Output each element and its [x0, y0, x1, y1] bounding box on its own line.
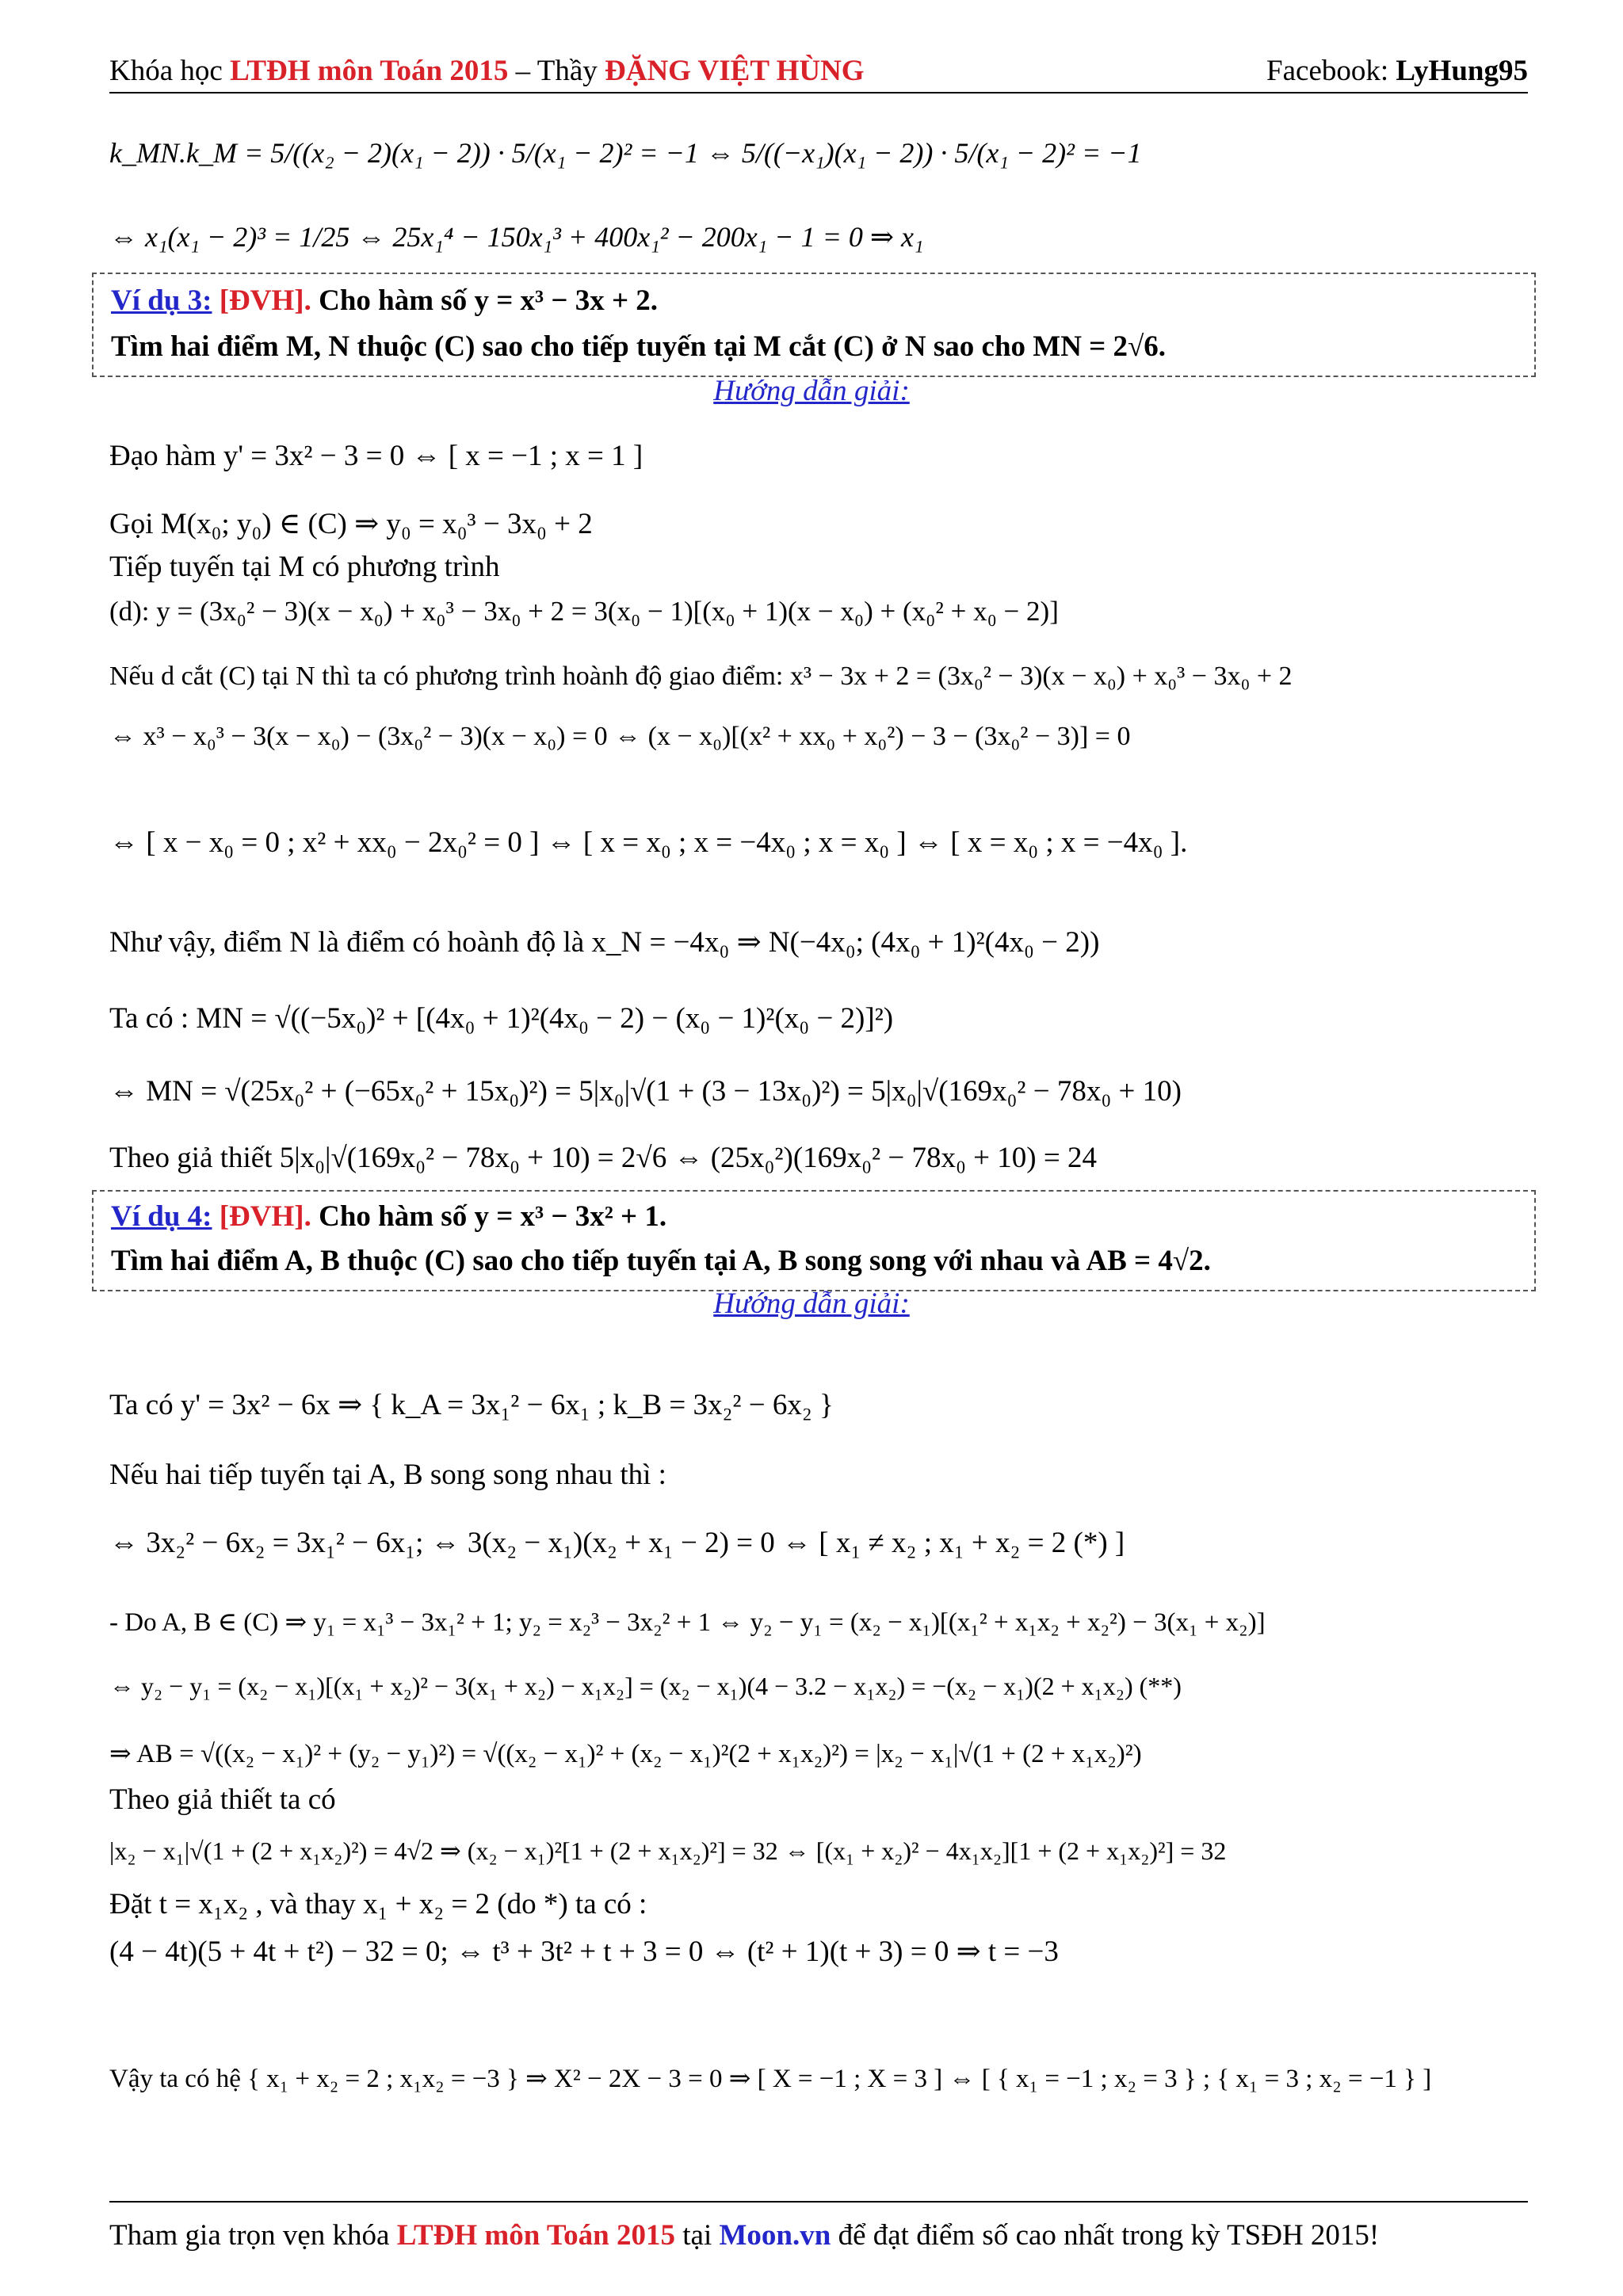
- header-facebook: [1266, 54, 1528, 88]
- page-footer: [109, 2218, 1379, 2252]
- footer-divider: [109, 2201, 1528, 2203]
- sol4-line-10: (4 − 4t)(5 + 4t + t²) − 32 = 0; ⇔ t³ + 3t² + t + 3 = 0 ⇔ (t² + 1)(t + 3) = 0 ⇒ t = −3: [109, 1936, 1059, 1968]
- page-header: [109, 49, 1528, 97]
- sol4-line-11: Vậy ta có hệ { x₁ + x₂ = 2 ; x₁x₂ = −3 } ⇒ X² − 2X − 3 = 0 ⇒ [ X = −1 ; X = 3 ] ⇔ [ { x₁ = −1 ; x₂ = 3 } ; { x₁ = 3 ; x₂ = −1 } ]: [109, 2065, 1432, 2093]
- sol4-line-7: Theo giả thiết ta có: [109, 1783, 336, 1816]
- footer-middle: tại: [675, 2219, 720, 2252]
- footer-site-link[interactable]: Moon.vn: [719, 2219, 831, 2252]
- example-4-statement: Cho hàm số y = x³ − 3x² + 1.: [311, 1200, 667, 1233]
- guide-label-4: Hướng dẫn giải:: [713, 1287, 910, 1320]
- example-3-title: [111, 284, 658, 318]
- footer-course: LTĐH môn Toán 2015: [396, 2219, 676, 2252]
- sol4-line-4: - Do A, B ∈ (C) ⇒ y₁ = x₁³ − 3x₁² + 1; y₂ = x₂³ − 3x₂² + 1 ⇔ y₂ − y₁ = (x₂ − x₁)[(x₁² + x₁x₂ + x₂²) − 3(x₁ + x₂)]: [109, 1608, 1266, 1637]
- top-math-line-2: ⇔ x₁(x₁ − 2)³ = 1/25 ⇔ 25x₁⁴ − 150x₁³ + 400x₁² − 200x₁ − 1 = 0 ⇒ x₁: [109, 221, 924, 253]
- sol3-line-2: Gọi M(x₀; y₀) ∈ (C) ⇒ y₀ = x₀³ − 3x₀ + 2: [109, 508, 593, 540]
- example-4-tag: [ĐVH].: [219, 1200, 311, 1233]
- sol4-line-1: Ta có y' = 3x² − 6x ⇒ { k_A = 3x₁² − 6x₁ ; k_B = 3x₂² − 6x₂ }: [109, 1389, 834, 1421]
- sol4-line-8: |x₂ − x₁|√(1 + (2 + x₁x₂)²) = 4√2 ⇒ (x₂ − x₁)²[1 + (2 + x₁x₂)²] = 32 ⇔ [(x₁ + x₂)² − 4x₁x₂][1 + (2 + x₁x₂)²] = 32: [109, 1836, 1227, 1865]
- sol4-line-3: ⇔ 3x₂² − 6x₂ = 3x₁² − 6x₁; ⇔ 3(x₂ − x₁)(x₂ + x₁ − 2) = 0 ⇔ [ x₁ ≠ x₂ ; x₁ + x₂ = 2 (*) ]: [109, 1527, 1125, 1559]
- example-4-title: [111, 1199, 666, 1234]
- facebook-handle: LyHung95: [1396, 55, 1528, 87]
- top-math-line-1: k_MN.k_M = 5/((x₂ − 2)(x₁ − 2)) · 5/(x₁ − 2)² = −1 ⇔ 5/((−x₁)(x₁ − 2)) · 5/(x₁ − 2)² = −1: [109, 137, 1142, 169]
- sol4-line-2: Nếu hai tiếp tuyến tại A, B song song nhau thì :: [109, 1459, 666, 1491]
- header-teacher-name: ĐẶNG VIỆT HÙNG: [605, 55, 865, 87]
- sol3-line-6: ⇔ x³ − x₀³ − 3(x − x₀) − (3x₀² − 3)(x − x₀) = 0 ⇔ (x − x₀)[(x² + xx₀ + x₀²) − 3 − (3x₀² − 3)] = 0: [109, 722, 1131, 751]
- sol3-line-5: Nếu d cắt (C) tại N thì ta có phương trình hoành độ giao điểm: x³ − 3x + 2 = (3x₀² − 3)(x − x₀) + x₀³ − 3x₀ + 2: [109, 662, 1293, 691]
- sol3-line-1: Đạo hàm y' = 3x² − 3 = 0 ⇔ [ x = −1 ; x = 1 ]: [109, 440, 643, 472]
- example-4-task: Tìm hai điểm A, B thuộc (C) sao cho tiếp tuyến tại A, B song song với nhau và AB = 4√2.: [111, 1245, 1211, 1277]
- footer-suffix: để đạt điểm số cao nhất trong kỳ TSĐH 2015!: [831, 2219, 1380, 2252]
- sol3-line-4: (d): y = (3x₀² − 3)(x − x₀) + x₀³ − 3x₀ + 2 = 3(x₀ − 1)[(x₀ + 1)(x − x₀) + (x₀² + x₀ − 2)]: [109, 596, 1059, 627]
- example-4-box: [92, 1190, 1536, 1291]
- sol4-line-6: ⇒ AB = √((x₂ − x₁)² + (y₂ − y₁)²) = √((x₂ − x₁)² + (x₂ − x₁)²(2 + x₁x₂)²) = |x₂ − x₁|√(1 + (2 + x₁x₂)²): [109, 1740, 1142, 1768]
- example-3-statement: Cho hàm số y = x³ − 3x + 2.: [311, 284, 659, 317]
- footer-prefix: Tham gia trọn vẹn khóa: [109, 2219, 397, 2252]
- example-3-tag: [ĐVH].: [219, 284, 311, 317]
- header-course-name: LTĐH môn Toán 2015: [230, 55, 509, 87]
- header-course: [109, 54, 865, 88]
- example-3-label: Ví dụ 3:: [111, 284, 212, 317]
- sol3-line-3: Tiếp tuyến tại M có phương trình: [109, 551, 500, 583]
- header-divider: [109, 92, 1528, 93]
- facebook-label: Facebook:: [1266, 55, 1396, 87]
- sol3-line-9: Ta có : MN = √((−5x₀)² + [(4x₀ + 1)²(4x₀ − 2) − (x₀ − 1)²(x₀ − 2)]²): [109, 1002, 894, 1035]
- example-3-task: Tìm hai điểm M, N thuộc (C) sao cho tiếp tuyến tại M cắt (C) ở N sao cho MN = 2√6.: [111, 330, 1167, 363]
- example-3-box: [92, 273, 1536, 377]
- guide-label-3: Hướng dẫn giải:: [713, 375, 910, 407]
- sol3-line-11: Theo giả thiết 5|x₀|√(169x₀² − 78x₀ + 10) = 2√6 ⇔ (25x₀²)(169x₀² − 78x₀ + 10) = 24: [109, 1142, 1097, 1174]
- sol3-line-8: Như vậy, điểm N là điểm có hoành độ là x_N = −4x₀ ⇒ N(−4x₀; (4x₀ + 1)²(4x₀ − 2)): [109, 926, 1100, 959]
- header-teacher-prefix: – Thầy: [508, 55, 605, 87]
- sol4-line-9: Đặt t = x₁x₂ , và thay x₁ + x₂ = 2 (do *) ta có :: [109, 1888, 647, 1920]
- header-course-prefix: Khóa học: [109, 55, 231, 87]
- sol4-line-5: ⇔ y₂ − y₁ = (x₂ − x₁)[(x₁ + x₂)² − 3(x₁ + x₂) − x₁x₂] = (x₂ − x₁)(4 − 3.2 − x₁x₂) = −(x₂ − x₁)(2 + x₁x₂) (**): [109, 1672, 1182, 1700]
- sol3-line-10: ⇔ MN = √(25x₀² + (−65x₀² + 15x₀)²) = 5|x₀|√(1 + (3 − 13x₀)²) = 5|x₀|√(169x₀² − 78x₀ + 10): [109, 1075, 1182, 1108]
- sol3-line-7: ⇔ [ x − x₀ = 0 ; x² + xx₀ − 2x₀² = 0 ] ⇔ [ x = x₀ ; x = −4x₀ ; x = x₀ ] ⇔ [ x = x₀ ; x = −4x₀ ].: [109, 826, 1188, 859]
- example-4-label: Ví dụ 4:: [111, 1200, 212, 1233]
